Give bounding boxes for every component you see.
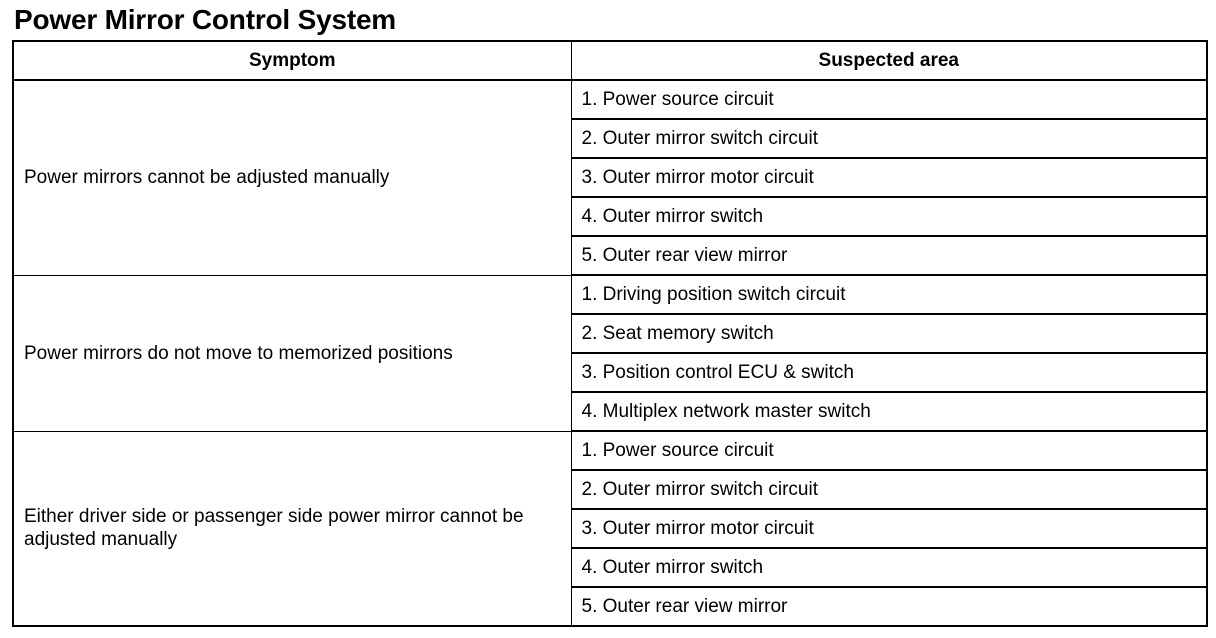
table-row bbox=[13, 275, 1207, 314]
suspected-area-cell: 3. Outer mirror motor circuit bbox=[571, 509, 1207, 548]
symptom-cell: Power mirrors do not move to memorized positions bbox=[13, 275, 571, 431]
suspected-area-cell: 2. Outer mirror switch circuit bbox=[571, 119, 1207, 158]
symptom-cell: Either driver side or passenger side power mirror cannot be adjusted manually bbox=[13, 431, 571, 626]
troubleshooting-table bbox=[12, 40, 1208, 627]
suspected-area-cell: 3. Outer mirror motor circuit bbox=[571, 158, 1207, 197]
suspected-area-cell: 4. Outer mirror switch bbox=[571, 197, 1207, 236]
table-row bbox=[13, 431, 1207, 470]
table-row bbox=[13, 80, 1207, 119]
suspected-area-cell: 2. Seat memory switch bbox=[571, 314, 1207, 353]
page-title: Power Mirror Control System bbox=[14, 4, 397, 35]
header-symptom: Symptom bbox=[13, 41, 571, 80]
suspected-area-cell: 1. Power source circuit bbox=[571, 431, 1207, 470]
suspected-area-cell: 1. Power source circuit bbox=[571, 80, 1207, 119]
suspected-area-cell: 3. Position control ECU & switch bbox=[571, 353, 1207, 392]
table-header-row bbox=[13, 41, 1207, 80]
header-suspected-area: Suspected area bbox=[571, 41, 1207, 80]
suspected-area-cell: 5. Outer rear view mirror bbox=[571, 236, 1207, 275]
suspected-area-cell: 1. Driving position switch circuit bbox=[571, 275, 1207, 314]
table-body bbox=[13, 80, 1207, 626]
suspected-area-cell: 2. Outer mirror switch circuit bbox=[571, 470, 1207, 509]
suspected-area-cell: 4. Outer mirror switch bbox=[571, 548, 1207, 587]
symptom-cell: Power mirrors cannot be adjusted manually bbox=[13, 80, 571, 275]
suspected-area-cell: 5. Outer rear view mirror bbox=[571, 587, 1207, 626]
suspected-area-cell: 4. Multiplex network master switch bbox=[571, 392, 1207, 431]
